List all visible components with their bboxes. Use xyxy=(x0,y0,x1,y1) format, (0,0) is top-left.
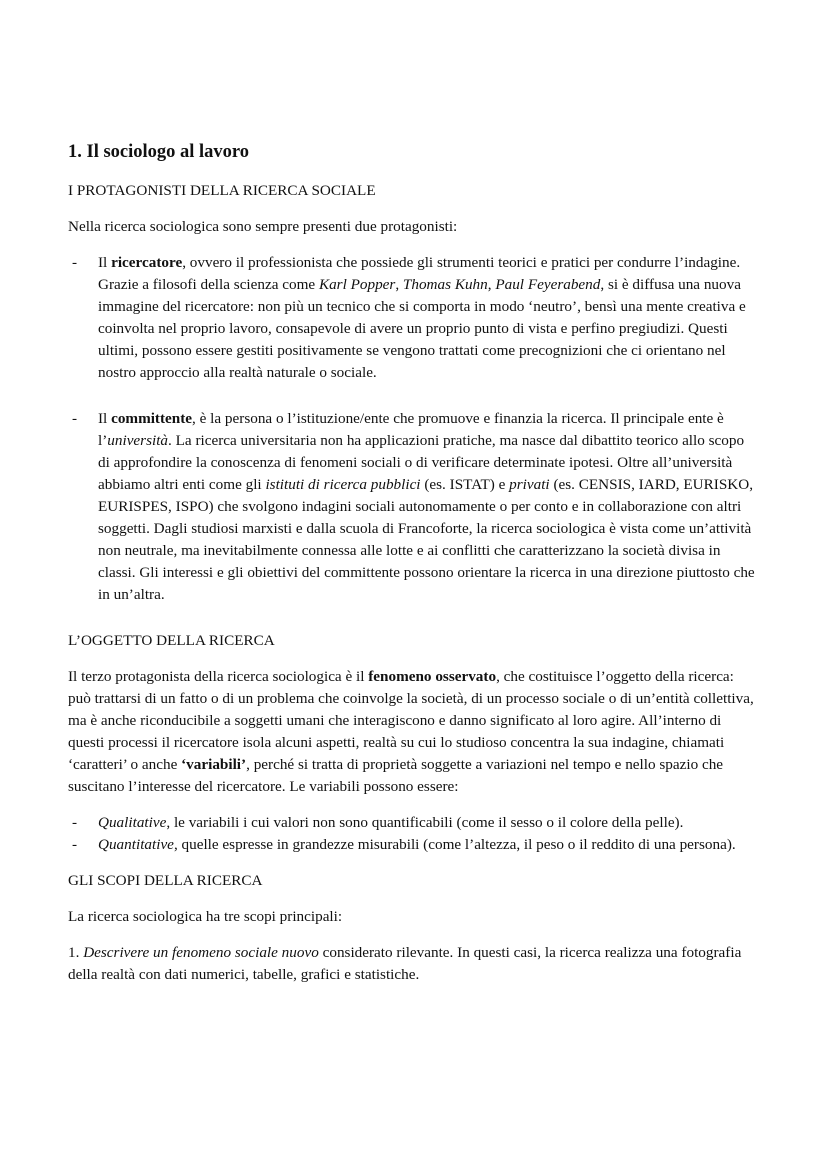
paragraph-intro-scopi: La ricerca sociologica ha tre scopi principali: xyxy=(68,908,343,925)
name-popper: Karl Popper xyxy=(318,276,396,293)
list-item-qualitative xyxy=(68,812,758,834)
text-run: considerato rilevante. In questi casi, la ricerca realizza una fotografia della realtà con dati numerici, tabelle, grafici e statistiche. xyxy=(68,944,742,983)
paragraph-intro-protagonisti: Nella ricerca sociologica sono sempre presenti due protagonisti: xyxy=(68,218,458,235)
text-run: , è la persona o l’istituzione/ente che promuove e finanzia la ricerca. Il principale ente è l’ xyxy=(98,410,724,449)
section-heading-scopi: GLI SCOPI DELLA RICERCA xyxy=(68,872,263,889)
term-descrivere: Descrivere un fenomeno sociale nuovo xyxy=(83,944,319,961)
term-universita: università xyxy=(107,432,169,449)
text-run: , xyxy=(395,276,403,293)
text-run: (es. CENSIS, IARD, EURISKO, EURISPES, ISPO) che svolgono indagini sociali autonomamente o per conto e in collaborazione con altri soggetti. Dagli studiosi marxisti e dalla scuola di Francoforte, la ricerca sociologica è vista come un’attività non neutrale, ma inevitabilmente connessa alle lotte e ai conflitti che caratterizzano la società divisa in classi. Gli interessi e gli obiettivi del committente possono orientare la ricerca in una direzione piuttosto che in un’altra. xyxy=(98,476,755,603)
term-qualitative: Qualitative xyxy=(98,814,167,831)
term-ricercatore: ricercatore xyxy=(111,254,183,271)
term-variabili: ‘variabili’ xyxy=(181,756,247,773)
protagonisti-list xyxy=(68,252,758,606)
page-title: 1. Il sociologo al lavoro xyxy=(68,142,250,162)
text-run: Il xyxy=(98,254,112,271)
paragraph-scopo-1 xyxy=(68,942,758,986)
text-run: , si è diffusa una nuova immagine del ricercatore: non più un tecnico che si comporta in modo ‘neutro’, bensì una mente creativa e coinvolta nel proprio lavoro, consapevole di avere un proprio punto di vista e perfino pregiudizi. Questi ultimi, possono essere gestiti positivamente se vengono trattati come precognizioni che ci orientano nel nostro approccio alla realtà naturale o sociale. xyxy=(98,276,746,381)
paragraph-oggetto xyxy=(68,666,758,798)
term-fenomeno-osservato: fenomeno osservato xyxy=(368,668,497,685)
section-heading-oggetto: L’OGGETTO DELLA RICERCA xyxy=(68,632,275,649)
section-heading-protagonisti: I PROTAGONISTI DELLA RICERCA SOCIALE xyxy=(68,182,376,199)
name-kuhn: Thomas Kuhn xyxy=(402,276,488,293)
list-item-ricercatore xyxy=(68,252,758,384)
term-istituti-pubblici: istituti di ricerca pubblici xyxy=(265,476,421,493)
document-page xyxy=(68,140,758,1000)
text-run: , che costituisce l’oggetto della ricerca: può trattarsi di un fatto o di un problema che coinvolge la società, di un processo sociale o di un’entità collettiva, ma è anche riconducibile a soggetti umani che interagiscono e danno significato al loro agire. All’interno di questi processi il ricercatore isola alcuni aspetti, realtà su cui lo studioso concentra la sua indagine, chiamati ‘caratteri’ o anche xyxy=(68,668,754,773)
text-run: , xyxy=(487,276,496,293)
text-run: , le variabili i cui valori non sono quantificabili (come il sesso o il colore della pelle). xyxy=(166,814,684,831)
term-quantitative: Quantitative xyxy=(98,836,174,853)
text-run: , quelle espresse in grandezze misurabili (come l’altezza, il peso o il reddito di una persona). xyxy=(173,836,736,853)
term-committente: committente xyxy=(111,410,193,427)
list-item-quantitative xyxy=(68,834,758,856)
text-run: Il terzo protagonista della ricerca sociologica è il xyxy=(68,668,369,685)
text-run: . La ricerca universitaria non ha applicazioni pratiche, ma nasce dal dibattito teorico allo scopo di approfondire la conoscenza di fenomeni sociali o di verificare determinate ipotesi. Oltre all’università abbiamo altri enti come gli xyxy=(98,432,745,493)
text-run: , ovvero il professionista che possiede gli strumenti teorici e pratici per condurre l’indagine. Grazie a filosofi della scienza come xyxy=(98,254,741,293)
term-privati: privati xyxy=(509,476,550,493)
list-item-committente xyxy=(68,408,758,606)
text-run: , perché si tratta di proprietà soggette a variazioni nel tempo e nello spazio che suscitano l’interesse del ricercatore. Le variabili possono essere: xyxy=(68,756,724,795)
name-feyerabend: Paul Feyerabend xyxy=(495,276,601,293)
text-run: (es. ISTAT) e xyxy=(420,476,510,493)
text-run: 1. xyxy=(68,944,84,961)
variabili-list xyxy=(68,812,758,856)
text-run: Il xyxy=(98,410,112,427)
